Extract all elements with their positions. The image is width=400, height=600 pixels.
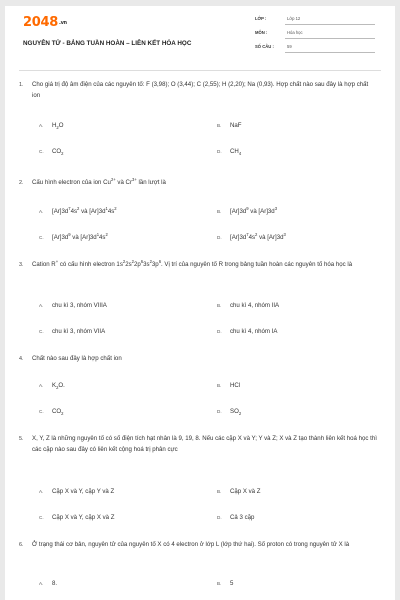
option-text: 5 (230, 580, 234, 587)
option-text: NaF (230, 122, 242, 129)
option-d[interactable] (217, 514, 254, 521)
option-text: Cặp X và Z (230, 488, 261, 495)
option-c[interactable] (39, 148, 63, 155)
option-text: Cặp X và Y, cặp Y và Z (52, 488, 115, 495)
question-text: X, Y, Z là những nguyên tố có số điện tích hạt nhân là 9, 19, 8. Nếu các cặp X và Y; Y và Z; X và Z tạo thành liên kết hoá học thì các cặp nào sau đây có liên kết cộng hoá trị phân cực (32, 435, 377, 453)
option-text: $K_2O$. (52, 382, 65, 391)
option-a[interactable] (39, 302, 107, 309)
option-b[interactable] (217, 302, 279, 309)
option-a[interactable] (39, 122, 64, 129)
option-key: C. (39, 329, 44, 334)
meta-underline (285, 38, 375, 39)
meta-value: Lớp 12 (287, 16, 301, 21)
meta-underline (285, 24, 375, 25)
option-c[interactable] (39, 408, 63, 415)
option-key: A. (39, 209, 44, 214)
option-text: HCl (230, 382, 241, 389)
worksheet-header (5, 6, 395, 66)
option-a[interactable] (39, 580, 57, 587)
option-key: D. (217, 149, 222, 154)
option-text: chu kì 4, nhóm IA (230, 328, 278, 335)
option-key: B. (217, 489, 222, 494)
option-a[interactable] (39, 382, 65, 389)
question-number: 5. (19, 436, 24, 442)
option-key: B. (217, 303, 222, 308)
worksheet-page (5, 6, 395, 600)
option-d[interactable] (217, 148, 241, 155)
option-b[interactable] (217, 205, 278, 215)
option-a[interactable] (39, 205, 117, 215)
option-key: D. (217, 515, 222, 520)
option-c[interactable] (39, 231, 108, 241)
option-d[interactable] (217, 408, 241, 415)
option-c[interactable] (39, 514, 114, 521)
option-key: A. (39, 383, 44, 388)
option-b[interactable] (217, 122, 242, 129)
option-text: Cả 3 cặp (230, 514, 255, 521)
option-key: C. (39, 149, 44, 154)
meta-label: LỚP : (255, 16, 267, 21)
option-key: B. (217, 123, 222, 128)
option-key: B. (217, 209, 222, 214)
option-text: chu kì 3, nhóm VIIIA (52, 302, 107, 309)
option-text: chu kì 4, nhóm IIA (230, 302, 280, 309)
option-d[interactable] (217, 231, 286, 241)
option-a[interactable] (39, 488, 114, 495)
option-key: C. (39, 235, 44, 240)
question-number: 6. (19, 542, 24, 548)
meta-value: Hóa học (287, 30, 303, 35)
meta-label: SỐ CÂU : (255, 44, 274, 49)
option-key: B. (217, 383, 222, 388)
option-key: C. (39, 409, 44, 414)
question-text: Cation R+ có cấu hình electron $1s^22s^22p^63s^23p^6$. Vị trí của nguyên tố R trong bảng tuần hoàn các nguyên tố hóa học là (32, 258, 353, 268)
logo-main: 2048 (23, 15, 58, 30)
option-key: D. (217, 329, 222, 334)
option-text: 8. (52, 580, 58, 587)
logo-suffix: .vn (58, 19, 67, 26)
option-d[interactable] (217, 328, 277, 335)
question-number: 3. (19, 262, 24, 268)
option-text: $CH_4$ (230, 148, 242, 157)
question-text: Cấu hình electron của ion $Cu^{2+}$ và $Cr^{3+}$ lần lượt là (32, 176, 166, 186)
question-number: 4. (19, 356, 24, 362)
option-b[interactable] (217, 488, 260, 495)
worksheet-title: NGUYÊN TỬ - BẢNG TUẦN HOÀN – LIÊN KẾT HÓA HỌC (23, 40, 192, 47)
option-key: D. (217, 235, 222, 240)
option-key: A. (39, 123, 44, 128)
question-text: Ở trạng thái cơ bản, nguyên tử của nguyên tố X có 4 electron ở lớp L (lớp thứ hai). Số proton có trong nguyên tử X là (32, 541, 350, 548)
option-text: $[Ar]3d^74s^2$ và $[Ar]3d^3$ (230, 231, 286, 241)
site-logo[interactable] (23, 15, 67, 30)
option-key: A. (39, 489, 44, 494)
meta-label: MÔN : (255, 30, 268, 35)
meta-value: 59 (287, 44, 292, 49)
option-text: $[Ar]3d^9$ và $[Ar]3d^14s^2$ (52, 231, 108, 241)
option-c[interactable] (39, 328, 105, 335)
option-key: A. (39, 303, 44, 308)
option-text: $CO_2$ (52, 148, 64, 157)
header-divider (19, 70, 381, 71)
option-key: D. (217, 409, 222, 414)
option-key: A. (39, 581, 44, 586)
question-number: 1. (19, 82, 24, 88)
option-text: $H_2O$ (52, 122, 64, 131)
option-b[interactable] (217, 382, 240, 389)
question-text: Cho giá trị độ âm điện của các nguyên tố: F (3,98); O (3,44); C (2,55); H (2,20); Na (0,93). Hợp chất nào sau đây là hợp chất ion (32, 81, 369, 99)
option-b[interactable] (217, 580, 233, 587)
option-key: C. (39, 515, 44, 520)
option-text: chu kì 3, nhóm VIIA (52, 328, 106, 335)
question-number: 2. (19, 180, 24, 186)
option-text: $SO_2$ (230, 408, 242, 417)
option-text: $CO_2$ (52, 408, 64, 417)
option-text: $[Ar]3d^9$ và $[Ar]3d^3$ (230, 205, 278, 215)
meta-underline (285, 52, 375, 53)
option-text: Cặp X và Y, cặp X và Z (52, 514, 115, 521)
option-text: $[Ar]3d^74s^2$ và $[Ar]3d^14s^2$ (52, 205, 117, 215)
option-key: B. (217, 581, 222, 586)
question-text: Chất nào sau đây là hợp chất ion (32, 355, 122, 362)
